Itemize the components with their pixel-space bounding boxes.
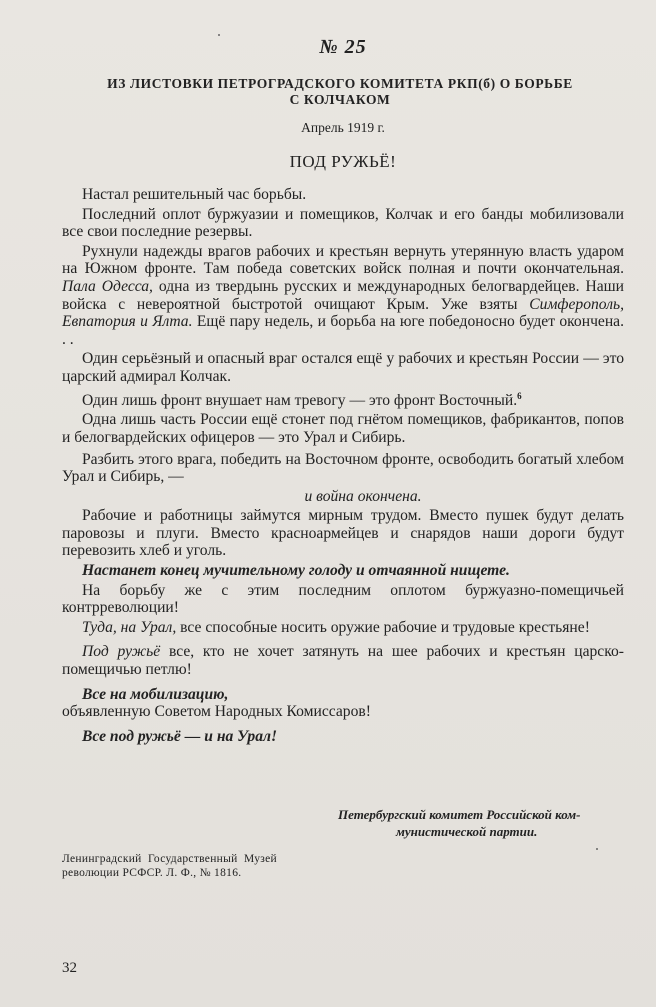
paragraph-9: Настанет конец мучительному голоду и отчаянной нищете.	[82, 562, 510, 580]
leaflet-title: ПОД РУЖЬЁ!	[289, 152, 397, 171]
signature-line-2: мунистической партии.	[396, 824, 538, 839]
heading-line-2: С КОЛЧАКОМ	[289, 92, 391, 107]
page-number: 32	[62, 960, 77, 976]
document-heading	[80, 76, 600, 108]
paragraph-1: Настал решительный час борьбы.	[82, 186, 307, 203]
paragraph-2: Последний оплот буржуазии и помещиков, Колчак и его банды мобилизовали все свои последние резервы.	[62, 205, 624, 241]
source-line-2: революции РСФСР. Л. Ф., № 1816.	[62, 867, 242, 879]
paragraph-10: На борьбу же с этим последним оплотом буржуазно-помещичьей контрреволюции!	[62, 581, 624, 617]
paragraph-14: Все под ружьё — и на Урал!	[82, 727, 278, 745]
leaflet-body	[62, 186, 624, 747]
print-speck	[218, 34, 220, 36]
source-line-1: Ленинградский Государственный Музей	[62, 853, 277, 865]
footnote-marker: 6	[517, 390, 522, 401]
archive-source	[62, 852, 362, 880]
paragraph-8: Рабочие и работницы займутся мирным трудом. Вместо пушек будут делать паровозы и плуги. Вместо красноармейцев и снарядов наши дороги будут перевозить хлеб и уголь.	[62, 507, 624, 560]
paragraph-11: Туда, на Урал, все способные носить оружие рабочие и трудовые крестьяне!	[82, 618, 590, 636]
paragraph-6: Одна лишь часть России ещё стонет под гнётом помещиков, фабрикантов, попов и белогвардейских офицеров — это Урал и Сибирь.	[62, 411, 624, 446]
signature-line-1: Петербургский комитет Российской ком-	[338, 807, 581, 822]
paragraph-12: Под ружьё все, кто не хочет затянуть на шее рабочих и крестьян царско-помещичью петлю!	[62, 643, 624, 679]
paragraph-13: Все на мобилизацию, объявленную Советом Народных Комиссаров!	[62, 685, 371, 721]
print-speck	[596, 848, 598, 850]
paragraph-3: Рухнули надежды врагов рабочих и крестьян вернуть утерянную власть ударом на Южном фронте. Там победа советских войск полная и почти окончательная. Пала Одесса, одна из твердынь русских и международных белогвардейцев. Наши войска с невероятной быстротой очищают Крым. Уже взяты Симферополь, Евпатория и Ялта. Ещё пару недель, и борьба на юге победоносно будет окончена. . .	[62, 242, 625, 348]
paragraph-4: Один серьёзный и опасный враг остался ещё у рабочих и крестьян России — это царский адмирал Колчак.	[62, 350, 624, 385]
document-number: № 25	[319, 36, 367, 58]
signature	[338, 806, 630, 840]
heading-line-1: ИЗ ЛИСТОВКИ ПЕТРОГРАДСКОГО КОМИТЕТА РКП(б) О БОРЬБЕ	[107, 76, 573, 91]
paragraph-7: Разбить этого врага, победить на Восточном фронте, освободить богатый хлебом Урал и Сибирь, —	[62, 450, 624, 486]
paragraph-7-conclusion: и война окончена.	[304, 487, 422, 505]
emphasis-cities: Симферополь, Евпатория и Ялта.	[62, 295, 624, 331]
paragraph-5: Один лишь фронт внушает нам тревогу — это фронт Восточный.$^6$	[82, 390, 522, 409]
emphasis-odessa: Пала Одесса,	[62, 277, 153, 295]
document-date: Апрель 1919 г.	[301, 120, 385, 135]
